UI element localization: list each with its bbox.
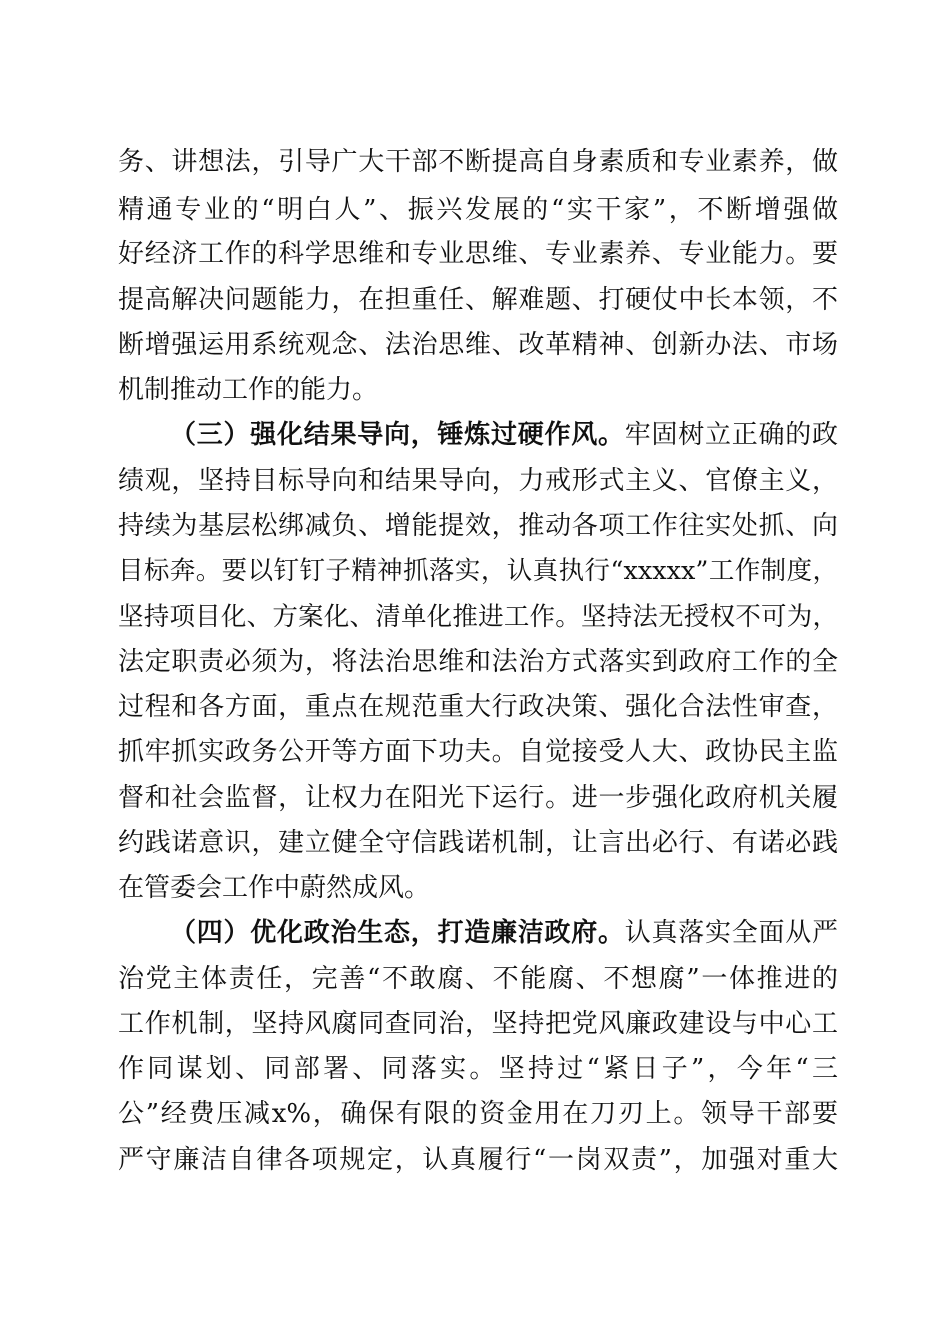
text-line: 督和社会监督，让权力在阳光下运行。进一步强化政府机关履 <box>118 783 838 813</box>
text-line: 务、讲想法，引导广大干部不断提高自身素质和专业素养，做 <box>118 147 838 177</box>
text-line: 治党主体责任，完善“不敢腐、不能腐、不想腐”一体推进的 <box>118 964 838 994</box>
text-line: 在管委会工作中蔚然成风。 <box>118 873 431 903</box>
text-line: 工作机制，坚持风腐同查同治，坚持把党风廉政建设与中心工 <box>118 1009 838 1039</box>
text-line: 作同谋划、同部署、同落实。坚持过“紧日子”，今年“三 <box>118 1054 838 1084</box>
text-line: 持续为基层松绑减负、增能提效，推动各项工作往实处抓、向 <box>118 511 838 541</box>
text-line: 法定职责必须为，将法治思维和法治方式落实到政府工作的全 <box>118 647 838 677</box>
text-line: 断增强运用系统观念、法治思维、改革精神、创新办法、市场 <box>118 330 838 360</box>
text-line: 严守廉洁自律各项规定，认真履行“一岗双责”，加强对重大 <box>118 1145 838 1175</box>
text-line: 好经济工作的科学思维和专业思维、专业素养、专业能力。要 <box>118 239 838 269</box>
text-span: 认真落实全面从严 <box>624 918 838 948</box>
text-line: 坚持项目化、方案化、清单化推进工作。坚持法无授权不可为， <box>118 602 838 632</box>
paragraph-first-line <box>170 413 838 457</box>
text-span: 牢固树立正确的政 <box>624 420 838 450</box>
text-line: 抓牢抓实政务公开等方面下功夫。自觉接受人大、政协民主监 <box>118 737 838 767</box>
text-line: 公”经费压减x%，确保有限的资金用在刀刃上。领导干部要 <box>118 1099 838 1129</box>
text-line: 目标奔。要以钉钉子精神抓落实，认真执行“xxxxx”工作制度， <box>118 556 838 586</box>
text-line: 提高解决问题能力，在担重任、解难题、打硬仗中长本领，不 <box>118 285 838 315</box>
text-line: 约践诺意识，建立健全守信践诺机制，让言出必行、有诺必践 <box>118 828 838 858</box>
text-line: 机制推动工作的能力。 <box>118 375 379 405</box>
section-heading: （三）强化结果导向，锤炼过硬作风。 <box>170 420 625 450</box>
text-line: 绩观，坚持目标导向和结果导向，力戒形式主义、官僚主义， <box>118 466 838 496</box>
text-line: 精通专业的“明白人”、振兴发展的“实干家”，不断增强做 <box>118 195 838 225</box>
section-heading: （四）优化政治生态，打造廉洁政府。 <box>170 918 625 948</box>
paragraph-first-line <box>170 911 838 955</box>
text-line: 过程和各方面，重点在规范重大行政决策、强化合法性审查， <box>118 692 838 722</box>
